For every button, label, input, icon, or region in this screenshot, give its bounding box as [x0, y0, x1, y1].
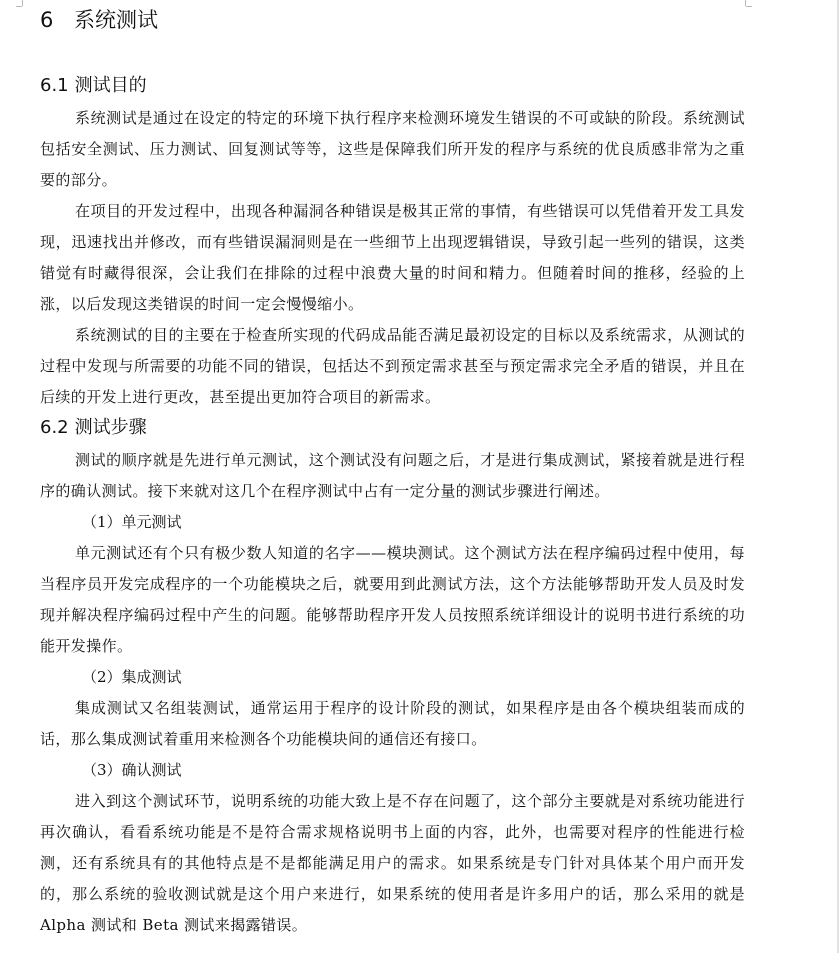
subsection-heading: （2）集成测试 [82, 668, 182, 686]
section-number: 6.1 [40, 75, 69, 96]
paragraph: 单元测试还有个只有极少数人知道的名字——模块测试。这个测试方法在程序编码过程中使用，每当程序员开发完成程序的一个功能模块之后，就要用到此测试方法，这个方法能够帮助开发人员及时发现并解决程序编码过程中产生的问题。能够帮助程序开发人员按照系统详细设计的说明书进行系统的功能开发操作。 [40, 544, 745, 655]
chapter-heading [40, 4, 745, 36]
chapter-title: 系统测试 [74, 8, 158, 32]
margin-corner-mark [16, 6, 22, 7]
section-number: 6.2 [40, 417, 69, 438]
paragraph: 集成测试又名组装测试，通常运用于程序的设计阶段的测试，如果程序是由各个模块组装而成的话，那么集成测试着重用来检测各个功能模块间的通信还有接口。 [40, 699, 745, 748]
margin-corner-mark [22, 0, 23, 6]
section-heading [40, 72, 745, 100]
section-title: 测试目的 [74, 75, 147, 96]
paragraph: 测试的顺序就是先进行单元测试，这个测试没有问题之后，才是进行集成测试，紧接着就是进行程序的确认测试。接下来就对这几个在程序测试中占有一定分量的测试步骤进行阐述。 [40, 451, 745, 500]
chapter-number: 6 [40, 8, 54, 32]
paragraph: 进入到这个测试环节，说明系统的功能大致上是不存在问题了，这个部分主要就是对系统功能进行再次确认，看看系统功能是不是符合需求规格说明书上面的内容，此外，也需要对程序的性能进行检测，还有系统具有的其他特点是不是都能满足用户的需求。如果系统是专门针对具体某个用户而开发的，那么系统的验收测试就是这个用户来进行，如果系统的使用者是许多用户的话，那么采用的就是 Alpha 测试和 Beta 测试来揭露错误。 [40, 792, 745, 934]
document-body [40, 4, 745, 941]
paragraph: 系统测试是通过在设定的特定的环境下执行程序来检测环境发生错误的不可或缺的阶段。系统测试包括安全测试、压力测试、回复测试等等，这些是保障我们所开发的程序与系统的优良质感非常为之重要的部分。 [40, 109, 745, 189]
section-title: 测试步骤 [74, 417, 147, 438]
subsection-heading: （1）单元测试 [82, 513, 182, 531]
section-heading [40, 414, 745, 442]
paragraph: 在项目的开发过程中，出现各种漏洞各种错误是极其正常的事情，有些错误可以凭借着开发工具发现，迅速找出并修改，而有些错误漏洞则是在一些细节上出现逻辑错误，导致引起一些列的错误，这类错觉有时藏得很深，会让我们在排除的过程中浪费大量的时间和精力。但随着时间的推移，经验的上涨，以后发现这类错误的时间一定会慢慢缩小。 [40, 202, 745, 313]
margin-corner-mark [746, 6, 752, 7]
subsection-heading: （3）确认测试 [82, 761, 182, 779]
paragraph: 系统测试的目的主要在于检查所实现的代码成品能否满足最初设定的目标以及系统需求，从测试的过程中发现与所需要的功能不同的错误，包括达不到预定需求甚至与预定需求完全矛盾的错误，并且在后续的开发上进行更改，甚至提出更加符合项目的新需求。 [40, 326, 745, 406]
